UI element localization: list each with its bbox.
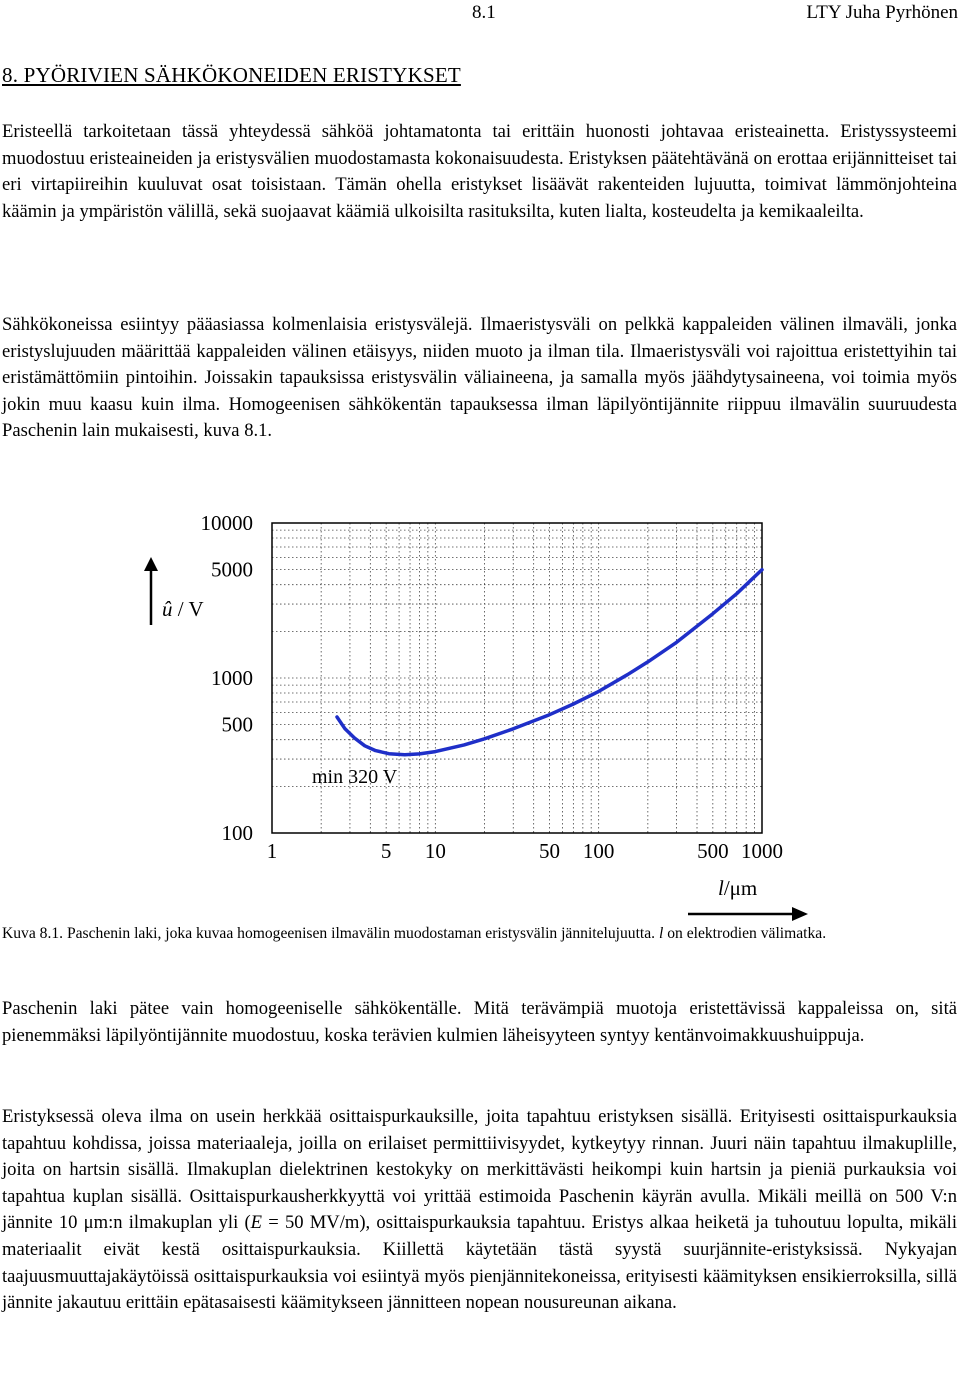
x-tick-label: 500 bbox=[697, 839, 729, 863]
x-tick-label: 100 bbox=[582, 839, 615, 863]
y-tick-labels bbox=[201, 511, 254, 845]
x-tick-label: 50 bbox=[538, 839, 560, 863]
x-tick-label: 5 bbox=[380, 839, 392, 863]
y-axis-arrow-head bbox=[144, 557, 158, 571]
paragraph-partial-discharges: Eristyksessä oleva ilma on usein herkkää osittaispurkauksille, joita tapahtuu eristyksen sisällä. Erityisesti osittaispurkauksia tapahtuu kohdissa, joissa materiaaleja, joilla on erilaiset permittiivisyydet, kytkeytyy rinnan. Juuri näin tapahtuu ilmakuplille, joita on hartsin sisällä. Ilmakuplan dielektrinen kestokyky on merkittävästi heikompi kuin hartsin ja pieniä purkauksia voi tapahtua kuplan sisällä. Osittaispurkausherkkyyttä voi yrittää estimoida Paschenin käyrän avulla. Mikäli meillä on 500 V:n jännite 10 μm:n ilmakuplan yli (E = 50 MV/m), osittaispurkauksia tapahtuu. Eristys alkaa heiketä ja tuhoutuu lopulta, mikäli materiaalit eivät kestä osittaispurkauksia. Kiillettä käytetään tästä syystä suurjännite-eristyksissä. Nykyajan taajuusmuuttajakäytöissä osittaispurkauksia voi esiintyä myös pienjännitekoneissa, erityisesti käämityksen ensikierroksilla, sillä jännite jakautuu erittäin epätasaisesti käämitykseen jännitteen nopean nousureunan aikana. bbox=[2, 1106, 957, 1314]
paragraph-intro: Eristeellä tarkoitetaan tässä yhteydessä sähköä johtamatonta tai erittäin huonosti johtavaa eristeainetta. Eristyssysteemi muodostuu eristeaineiden ja eristysvälien muodostamasta kokonaisuudesta. Eristyksen päätehtävänä on erottaa erijännitteiset tai eri virtapiireihin kuuluvat osat toisistaan. Tämän ohella eristykset lisäävät rakenteiden lujuutta, toimivat lämmönjohteina käämin ja ympäristön välillä, sekä suojaavat käämiä ulkoisilta rasituksilta, kuten lialta, kosteudelta ja kemikaaleilta. bbox=[2, 121, 957, 222]
paragraph-paschen-validity: Paschenin laki pätee vain homogeeniselle sähkökentälle. Mitä terävämpiä muotoja eristettävissä kappaleissa on, sitä pienemmäksi läpilyöntijännite muodostuu, koska terävien kulmien läheisyyteen syntyy kentänvoimakkuushuippuja. bbox=[2, 998, 957, 1046]
paragraph-insulation-gaps: Sähkökoneissa esiintyy pääasiassa kolmenlaisia eristysvälejä. Ilmaeristysväli on pelkkä kappaleiden välinen ilmaväli, jonka eristyslujuuden määrittää kappaleiden välinen etäisyys, niiden muoto ja ilman tila. Ilmaeristysväli voi rajoittua eristettyihin tai eristämättömiin pintoihin. Joissakin tapauksissa eristysvälin väliaineena, ja samalla myös jäähdytysaineena, voi toimia myös jokin muu kaasu kuin ilma. Homogeenisen sähkökentän tapauksessa ilman läpilyöntijännite riippuu ilmavälin suuruudesta Paschenin lain mukaisesti, kuva 8.1. bbox=[2, 314, 957, 442]
y-tick-label: 5000 bbox=[211, 557, 253, 582]
x-tick-label: 1000 bbox=[741, 839, 783, 863]
header-author: LTY Juha Pyrhönen bbox=[806, 2, 958, 23]
page-number: 8.1 bbox=[472, 2, 496, 23]
x-axis-arrow-head bbox=[792, 907, 808, 921]
section-heading: 8. PYÖRIVIEN SÄHKÖKONEIDEN ERISTYKSET bbox=[2, 63, 461, 87]
y-tick-label: 500 bbox=[221, 712, 253, 737]
x-axis-label: l/μm bbox=[718, 876, 758, 900]
paschen-chart bbox=[0, 495, 960, 925]
min-annotation: min 320 V bbox=[312, 766, 398, 788]
x-tick-labels bbox=[267, 839, 783, 863]
x-tick-label: 10 bbox=[424, 839, 446, 863]
figure-caption: Kuva 8.1. Paschenin laki, joka kuvaa homogeenisen ilmavälin muodostaman eristysvälin jännitelujuutta. l on elektrodien välimatka. bbox=[2, 925, 827, 942]
x-tick-label: 1 bbox=[266, 839, 278, 863]
y-tick-label: 1000 bbox=[211, 666, 253, 690]
y-tick-label: 100 bbox=[221, 821, 253, 845]
paschen-curve bbox=[337, 570, 762, 755]
y-tick-label: 10000 bbox=[200, 511, 253, 535]
y-axis-label: û / V bbox=[162, 597, 204, 621]
